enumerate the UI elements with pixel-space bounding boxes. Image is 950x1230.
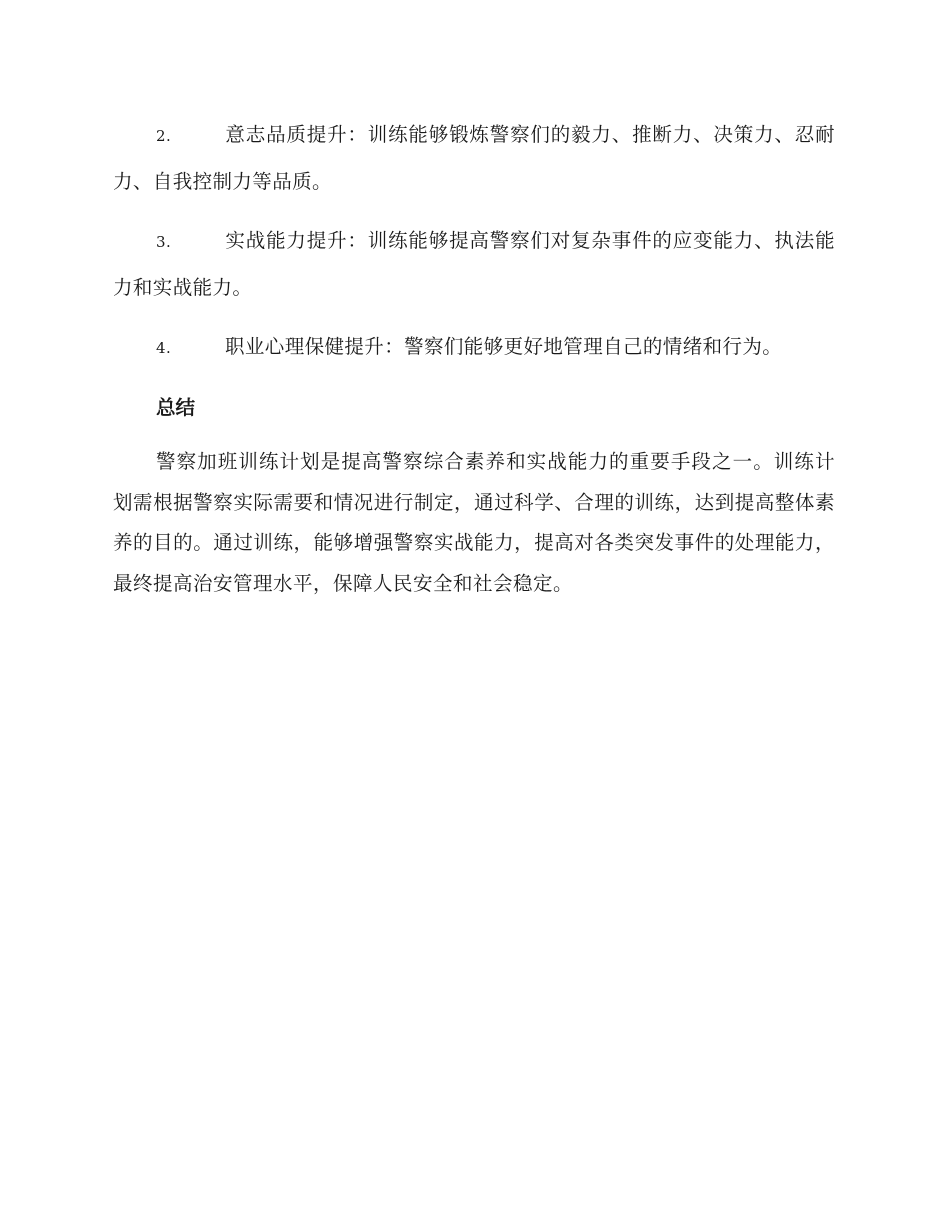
list-item-number: 3. — [156, 233, 172, 251]
summary-heading: 总结 — [156, 396, 196, 419]
list-item — [113, 112, 835, 204]
list-item — [113, 218, 835, 310]
list-item-text: 实战能力提升：训练能够提高警察们对复杂事件的应变能力、执法能力和实战能力。 — [113, 229, 835, 299]
list-item-number: 4. — [156, 339, 172, 357]
document-body — [113, 112, 835, 604]
list-item-number: 2. — [156, 127, 172, 145]
list-item — [113, 324, 835, 371]
list-item-text: 职业心理保健提升：警察们能够更好地管理自己的情绪和行为。 — [225, 335, 783, 358]
list-item-text: 意志品质提升：训练能够锻炼警察们的毅力、推断力、决策力、忍耐力、自我控制力等品质。 — [113, 123, 835, 193]
summary-paragraph: 警察加班训练计划是提高警察综合素养和实战能力的重要手段之一。训练计划需根据警察实际需要和情况进行制定，通过科学、合理的训练，达到提高整体素养的目的。通过训练，能够增强警察实战能力，提高对各类突发事件的处理能力，最终提高治安管理水平，保障人民安全和社会稳定。 — [113, 450, 835, 595]
